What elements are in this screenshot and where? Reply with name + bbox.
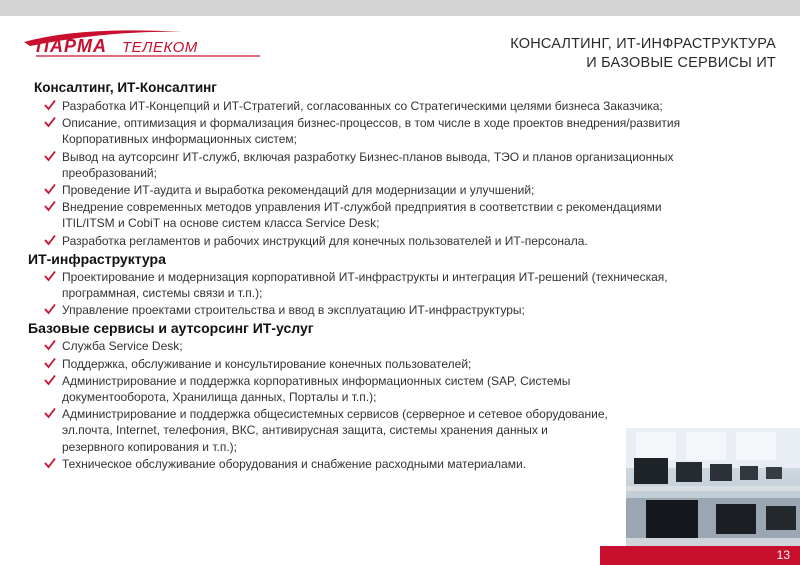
- list-item: [28, 302, 708, 318]
- list-item: [28, 338, 708, 354]
- list-item: [28, 233, 708, 249]
- list-item-text: Администрирование и поддержка общесистемных сервисов (серверное и сетевое оборудование, эл.почта, Internet, телефония, ВКС, антивирусная защита, системы хранения данных и резервного копирования и т.п.);: [62, 407, 608, 454]
- checkmark-icon: [44, 270, 56, 282]
- list-item-text: Разработка регламентов и рабочих инструкций для конечных пользователей и ИТ-персонала.: [62, 233, 588, 248]
- list-item: [28, 149, 708, 181]
- list-item: [28, 269, 708, 301]
- list-item: [28, 356, 708, 372]
- checkmark-icon: [44, 234, 56, 246]
- list-item: [28, 456, 708, 472]
- checkmark-icon: [44, 150, 56, 162]
- list-item: [28, 182, 708, 198]
- list-item-text: Управление проектами строительства и ввод в эксплуатацию ИТ-инфраструктуры;: [62, 303, 525, 318]
- list-item-text: Вывод на аутсорсинг ИТ-служб, включая разработку Бизнес-планов вывода, ТЭО и планов организационных преобразований;: [62, 149, 674, 180]
- checkmark-icon: [44, 457, 56, 469]
- list-item: [28, 406, 708, 455]
- computer-room-image: [626, 428, 800, 546]
- checkmark-icon: [44, 374, 56, 386]
- section-title-infrastructure: ИТ-инфраструктура: [28, 250, 166, 267]
- company-logo: [22, 28, 272, 58]
- list-item-text: Проектирование и модернизация корпоративной ИТ-инфраструкты и интеграция ИТ-решений (техническая, программная, системы связи и т.п.);: [62, 269, 668, 301]
- services-list: [28, 338, 708, 472]
- list-item-text: Описание, оптимизация и формализация бизнес-процессов, в том числе в ходе проектов внедрения/развития Корпоративных информационных систем;: [62, 116, 681, 147]
- top-bar: [0, 0, 800, 16]
- list-item-text: Внедрение современных методов управления ИТ-службой предприятия в соответствии с рекомендациями ITIL/ITSM и CobiT на основе систем класса Service Desk;: [62, 200, 662, 231]
- section-title-services: Базовые сервисы и аутсорсинг ИТ-услуг: [28, 320, 314, 337]
- office-photo: [626, 428, 800, 546]
- list-item-text: Проведение ИТ-аудита и выработка рекомендаций для модернизации и улучшений;: [62, 183, 535, 198]
- checkmark-icon: [44, 407, 56, 419]
- checkmark-icon: [44, 183, 56, 195]
- svg-text:ТЕЛЕКОМ: ТЕЛЕКОМ: [122, 39, 198, 56]
- content-area: [28, 79, 708, 473]
- consulting-list: [28, 98, 708, 249]
- checkmark-icon: [44, 99, 56, 111]
- page-title-line-1: КОНСАЛТИНГ, ИТ-ИНФРАСТРУКТУРА: [510, 36, 776, 52]
- infrastructure-list: [28, 269, 708, 319]
- page-number: 13: [776, 548, 790, 562]
- list-item: [28, 115, 708, 147]
- list-item: [28, 98, 708, 114]
- list-item-text: Служба Service Desk;: [62, 339, 183, 354]
- section-title-consulting: Консалтинг, ИТ-Консалтинг: [34, 80, 217, 95]
- page-title: [396, 35, 776, 73]
- list-item-text: Разработка ИТ-Концепций и ИТ-Стратегий, согласованных со Стратегическими целями бизнеса Заказчика;: [62, 99, 663, 113]
- list-item-text: Поддержка, обслуживание и консультирование конечных пользователей;: [62, 356, 472, 371]
- list-item: [28, 373, 708, 405]
- checkmark-icon: [44, 357, 56, 369]
- svg-text:ПАРМА: ПАРМА: [36, 36, 107, 56]
- checkmark-icon: [44, 116, 56, 128]
- page-title-line-2: И БАЗОВЫЕ СЕРВИСЫ ИТ: [586, 55, 776, 71]
- checkmark-icon: [44, 303, 56, 315]
- list-item: [28, 199, 708, 231]
- footer-bar: [600, 546, 800, 565]
- list-item-text: Администрирование и поддержка корпоративных информационных систем (SAP, Системы документооборота, Хранилища данных, Порталы и т.п.);: [62, 373, 571, 405]
- checkmark-icon: [44, 200, 56, 212]
- checkmark-icon: [44, 339, 56, 351]
- list-item-text: Техническое обслуживание оборудования и снабжение расходными материалами.: [62, 456, 527, 471]
